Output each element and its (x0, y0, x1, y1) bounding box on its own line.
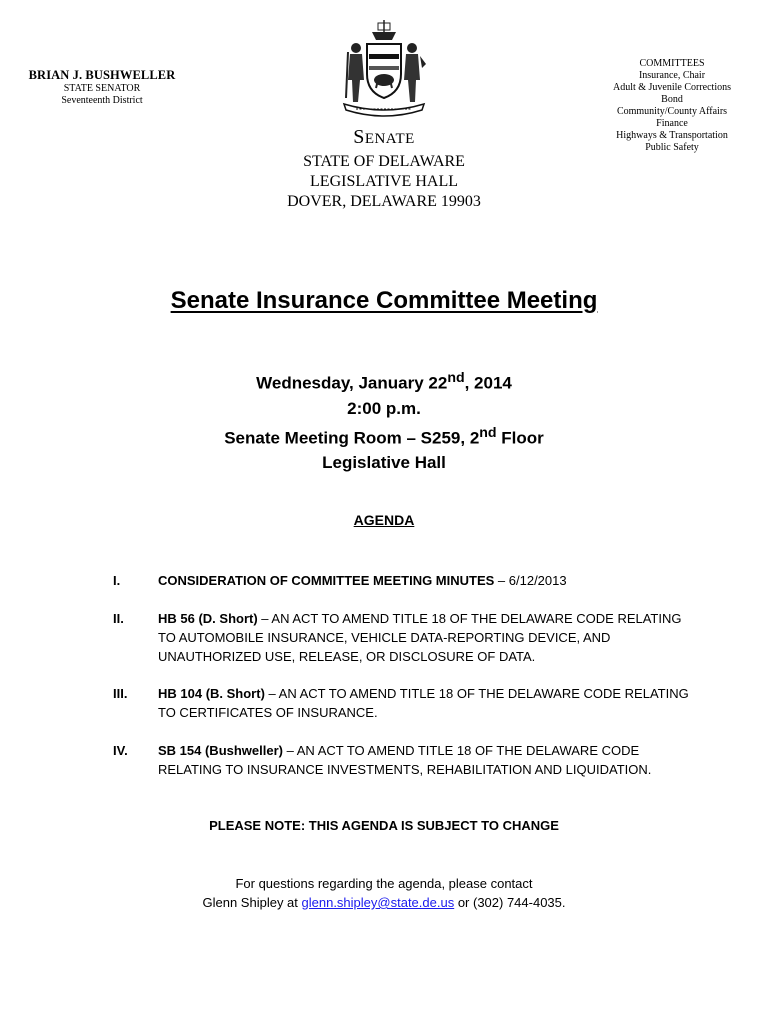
city-line: DOVER, DELAWARE 19903 (287, 193, 481, 210)
committee-item: Finance (656, 118, 688, 129)
committees-heading: COMMITTEES (639, 58, 705, 69)
agenda-item-number: III. (113, 686, 128, 701)
contact-line-2 (0, 893, 768, 912)
meeting-room (0, 421, 768, 451)
agenda-heading (0, 512, 768, 528)
contact-email-link[interactable]: glenn.shipley@state.de.us (301, 895, 455, 910)
meeting-date-main: Wednesday, January 22 (256, 373, 448, 393)
agenda-item-bold: HB 56 (D. Short) (158, 611, 258, 626)
agenda-item-body (158, 684, 698, 722)
committee-item: Community/County Affairs (616, 106, 728, 117)
meeting-room-floor: Floor (496, 428, 544, 448)
agenda-item-text: – AN ACT TO AMEND TITLE 18 OF THE DELAWARE CODE RELATING TO AUTOMOBILE INSURANCE, VEHICLE DATA-REPORTING DEVICE, AND UNAUTHORIZED USE, RELEASE, OR DISCLOSURE OF DATA. (158, 611, 682, 664)
committees-block (600, 58, 744, 154)
agenda-item-number: I. (113, 573, 121, 588)
senate-heading-rest: ENATE (364, 131, 415, 147)
senator-title: STATE SENATOR (63, 83, 141, 94)
hall-line: LEGISLATIVE HALL (310, 173, 458, 190)
committee-item: Highways & Transportation (616, 130, 728, 141)
contact-phone: or (302) 744-4035. (454, 895, 566, 910)
committee-item: Public Safety (645, 142, 699, 153)
meeting-room-main: Senate Meeting Room – S259, 2 (224, 428, 480, 448)
delaware-state-seal-icon (334, 18, 434, 118)
agenda-note: PLEASE NOTE: THIS AGENDA IS SUBJECT TO CHANGE (209, 818, 559, 833)
meeting-date (0, 366, 768, 396)
senator-block (28, 68, 176, 107)
agenda-item-bold: SB 154 (Bushweller) (158, 743, 283, 758)
agenda-item-number: II. (113, 611, 124, 626)
meeting-building: Legislative Hall (322, 453, 446, 473)
committee-item: Bond (661, 94, 683, 105)
senate-heading (234, 124, 534, 152)
meeting-date-suffix: nd (447, 370, 465, 386)
agenda-heading-text: AGENDA (353, 512, 415, 528)
senate-address-block (234, 124, 534, 212)
contact-name: Glenn Shipley at (202, 895, 302, 910)
agenda-item-body (158, 609, 698, 666)
agenda-item-body (158, 571, 698, 590)
meeting-time: 2:00 p.m. (347, 398, 421, 418)
meeting-date-year: , 2014 (464, 373, 512, 393)
committee-item: Insurance, Chair (638, 70, 706, 81)
senator-district: Seventeenth District (61, 95, 143, 106)
contact-line-1: For questions regarding the agenda, please contact (235, 876, 533, 891)
senator-name: BRIAN J. BUSHWELLER (28, 68, 176, 82)
document-title (0, 287, 768, 315)
contact-block (0, 874, 768, 912)
senate-heading-initial: S (353, 126, 365, 148)
agenda-item-body (158, 741, 698, 779)
agenda-item-text: – 6/12/2013 (494, 573, 567, 588)
meeting-room-suffix: nd (479, 424, 497, 441)
agenda-item-bold: HB 104 (B. Short) (158, 686, 265, 701)
agenda-item-bold: CONSIDERATION OF COMMITTEE MEETING MINUTES (158, 573, 495, 588)
state-line: STATE OF DELAWARE (303, 153, 465, 170)
committee-item: Adult & Juvenile Corrections (612, 82, 732, 93)
agenda-item-number: IV. (113, 743, 128, 758)
document-title-text: Senate Insurance Committee Meeting (170, 287, 598, 314)
agenda-item-text: – AN ACT TO AMEND TITLE 18 OF THE DELAWARE CODE RELATING TO INSURANCE INVESTMENTS, REHABILITATION AND LIQUIDATION. (158, 743, 652, 777)
meeting-info (0, 366, 768, 475)
agenda-item-text: – AN ACT TO AMEND TITLE 18 OF THE DELAWARE CODE RELATING TO CERTIFICATES OF INSURANCE. (158, 686, 689, 720)
